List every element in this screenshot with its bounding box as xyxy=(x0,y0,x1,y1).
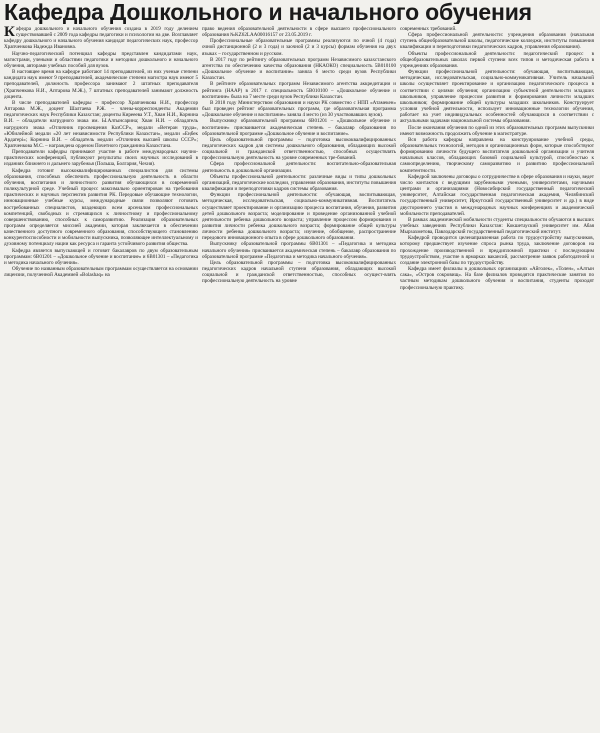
article-paragraph: В рейтинге образовательных программ Независимого агентства аккредитации и рейтинга (НААР) в 2017 г. специальность 5В010100 – «Дошкольное обучение и воспитание» была на 7 месте среди вузов Республики Казахстан. xyxy=(202,81,396,100)
article-paragraph: В числе преподавателей кафедры – профессор Храпченкова Н.И., профессор Аптарова М.Ж., доцент Шалтаева Р.Ж. – члены-корреспонденты Академии педагогических наук Республики Казахстан; доценты Кирееева У.Т., Хван Н.И., Корнина В.И. – обладатели нагрудного знака им. Ы.Алтынсарина; Хван Н.И. – обладатель нагрудного знака «Отличник просвещения КазССР», медали «Ветеран труда», «Юбилейной медали «20 лет независимости Республики Казахстан», медали «Еңбек Ардагері»; Корнина В.И. – обладатель медали «Отличник высшей школы СССР»; Храпченкова М.С. – награждена орденом Почетного гражданина Казахстана. xyxy=(4,99,198,149)
article-paragraph: Сфера профессиональной деятельности: учреждения образования (начальная ступень общеобразовательной школы, педагогические колледжи, институты повышения квалификации и переподготовки педагогических кадров, управления образования). xyxy=(400,32,594,51)
article-paragraph: Кафедра является выпускающей и готовит бакалавров по двум образовательным программам: 6В01201 – «Дошкольное обучение и воспитание» и 6В01301 – «Педагогика и методика начального обучения». xyxy=(4,247,198,266)
article-paragraph: Кафедра готовит высококвалифицированных специалистов для системы образования, способных обеспечить профессиональную деятельность в области обучения, воспитания и личностного развития обучающихся в современной поликультурной среде. Учебный процесс максимально ориентирован на требования практических и научных перспектив развития РК. Передовые обучающие технологии, инновационные учебные курсы, международные связи позволяют готовить востребованных специалистов, владеющих всем арсеналом профессиональных компетенций, свободных и стремящихся к личностному и профессиональному совершенствованию, способных к саморазвитию. Реализация образовательных программ определяется миссией академии, которая заключается в обеспечении качественного доступного современного образования, способствующего становлению конкурентоспособности и мобильности выпускника, позволяющее интеллектуальному и духовному потенциалу нации как ресурса и гаранта устойчивого развития общества. xyxy=(4,167,198,248)
article-column-3 xyxy=(400,26,594,733)
article-paragraph: Кафедрой заключены договоры о сотрудничестве в сфере образования и науки, ведет число контактов с ведущими зарубежными учеными, университетами, научными центрами и организациями (Новосибирский государственный педагогический университет, Алтайская государственная педагогическая академия, Челябинский государственный университет, Иркутский государственный университет и др.) в виде двустороннего участия в международных научных конференциях и академической мобильности преподавателей. xyxy=(400,173,594,217)
article-paragraph: В настоящее время на кафедре работают 14 преподавателей, из них ученые степени кандидата наук имеют 9 преподавателей, академические степени магистра наук имеют 5 преподавателей, должность профессора занимают 2 штатных преподавателя (Храпченкова Н.И., Аптарова М.Ж.), 7 штатных преподавателей занимают должность доцента. xyxy=(4,69,198,100)
article-paragraph: Функции профессиональной деятельности: обучающая, воспитывающая, методическая, исследовательская, социально-коммуникативная. Воспитатель осуществляет проектирование и организацию процесса воспитания, обучения, развития детей дошкольного возраста; моделирование и проведение организованной учебной деятельности ребенка дошкольного возраста; управление процессом формирования и развития личности ребенка дошкольного возраста; формирование общей культуры личности ребенка дошкольного возраста; изучение, обобщение, распространение передового инновационного опыта в сфере дошкольного образования. xyxy=(202,192,396,242)
article-paragraph: В рамках академической мобильности студенты специальности обучаются в высших учебных заведениях Республики Казахстан: Кокшетауский университет им. Абая Мырзахметова, Павлодарский государственный педагогический институт. xyxy=(400,216,594,236)
article-paragraph: В 2018 году Министерством образования и науки РК совместно с НПП «Атамекен» был проведен рейтинг образовательных программ, где образовательная программа «Дошкольное обучение и воспитание» заняла 4 место (из 30 участвовавших вузов). xyxy=(202,99,396,119)
article-paragraph: Вся работа кафедры направлена на конструирование учебной среды, образовательных технологий, методов и организационных форм, которые способствуют формированию личности будущего воспитателя дошкольной организации и учителя начальных классов, обладающих базовой социальной культурой, способностью к самоопределению, творческому саморазвитию и развитию профессиональной компетентности. xyxy=(400,136,594,174)
article-paragraph: Цель образовательной программы – подготовка высококвалифицированных педагогических кадров для системы дошкольного образования, обладающих высокой социальной и гражданской ответственностью, способных осуществлять профессиональную деятельность на уровне современных тре-бований. xyxy=(202,136,396,162)
article-paragraph: Кафедрой проводится целенаправленная работа по трудоустройству выпускников, которому предшествует изучение спроса рынка труда, заключение договоров на прохождение производственной и преддипломной практики с последующим трудоустройством, участие в ярмарках вакансий, рассмотрение заявок работодателей и создание электронной базы по трудоустройству. xyxy=(400,235,594,266)
article-paragraph: современных требований. xyxy=(400,26,457,32)
article-title: Кафедра Дошкольного и начального обучения xyxy=(4,0,532,24)
article-paragraph: Функции профессиональной деятельности: обучающая, воспитывающая, методическая, исследовательская, социально-коммуникативная. Учитель начальной школы осуществляет проектирование и организацию педагогического процесса в соответствии с целями обучения; организацию субъектной деятельности младших школьников, управление процессом развития и формирования личности младших школьников; формирование общей культуры младших школьников. Конструирует условия учебной деятельности, использует инновационные технологии обучения, работает на учет индивидуальных особенностей обучающихся в соответствии с актуальными задачами национальной системы образования. xyxy=(400,69,594,125)
article-column-2 xyxy=(202,26,396,733)
article-paragraph: Преподаватели кафедры принимают участие в работе международных научно-практических конференций, публикуют результаты своих научных исследований в изданиях ближнего и дальнего зарубежья (Польша, Болгария, Чехия). xyxy=(4,149,198,168)
article-paragraph: Объекты профессиональной деятельности: различные виды и типы дошкольных организаций, педагогические колледжи, управления образования, институты повышения квалификации и переподготовки кадров системы образования. xyxy=(202,173,396,193)
article-body xyxy=(4,26,598,733)
article-paragraph: Профессиональные образовательные программы реализуются по очной (4 года) очной дистанционной (2 и 3 года) и заочной (2 и 3 курсы) формам обучения на двух языках – государственном и русском. xyxy=(202,38,396,57)
article-paragraph: Объекты профессиональной деятельности: педагогический процесс в общеобразовательных школах первой ступени всех типов и методическая работа в учреждениях образования. xyxy=(400,50,594,69)
article-paragraph: Цель образовательной программы – подготовка высококвалифицированных педагогических кадров начальной ступени образования, обладающих высокой социальной и гражданской ответственностью, способных осущест-влять профессиональную деятельность на уровне xyxy=(202,259,396,285)
article-paragraph: Обучение по названным образовательным программам осуществляется на основании лицензии, полученной Академией «Bolashaq» на xyxy=(4,266,198,279)
article-paragraph: Кафедра имеет филиалы в дошкольных организациях «Айголек», «Толен», «Алтын сака», «Остров сокровищ». На базе филиалов проводятся практические занятия по частным методикам дошкольного обучения и воспитания, студенты проходят профессиональную практику. xyxy=(400,266,594,291)
article-paragraph: Научно-педагогический потенциал кафедры представлен кандидатами наук, магистрами, учеными и областями педагогики и методики дошкольного и начального обучения, авторами учебных пособий для вузов. xyxy=(4,50,198,69)
article-paragraph: право ведения образовательной деятельности в сфере высшего профессионального образования №KZ62LAA00016157 от 23.05.2019 г. xyxy=(202,26,396,39)
article-paragraph: Выпускнику образовательной программы 6В01301 – «Педагогика и методика начального обучения» присваивается академическая степень – бакалавр образования по образовательной программе «Педагогика и методика начального обучения». xyxy=(202,241,396,260)
article-paragraph: После окончания обучения по одной из этих образовательных программ выпускники имеют возможность продолжить обучение в магистратуре. xyxy=(400,124,594,137)
article-paragraph: В 2017 году по рейтингу образовательных программ Независимого казахстанского агентства по обеспечению качества образования (НКАОКО) специальность 5В010100 «Дошкольное обучение и воспитание» заняла 6 место среди вузов Республики Казахстан. xyxy=(202,56,396,82)
article-paragraph: Сфера профессиональной деятельности: воспитательно-образовательная деятельность в дошкольной организации. xyxy=(202,161,396,174)
drop-cap: К xyxy=(4,26,15,40)
article-column-1 xyxy=(4,26,198,733)
article-paragraph: Выпускнику образовательной программы 6В01201 – «Дошкольное обучение и воспитание» присваивается академическая степень – бакалавр образования по образовательной программе «Дошкольное обучение и воспитание». xyxy=(202,118,396,137)
article-paragraph: Кафедра дошкольного и начального обучения создана в 2019 году делением существовавшей с 2009 года кафедры педагогики и психологии на две. Возглавляет кафедру дошкольного и начального обучения кандидат педагогических наук, профессор Храпченкова Надежда Ивановна. xyxy=(4,26,198,51)
